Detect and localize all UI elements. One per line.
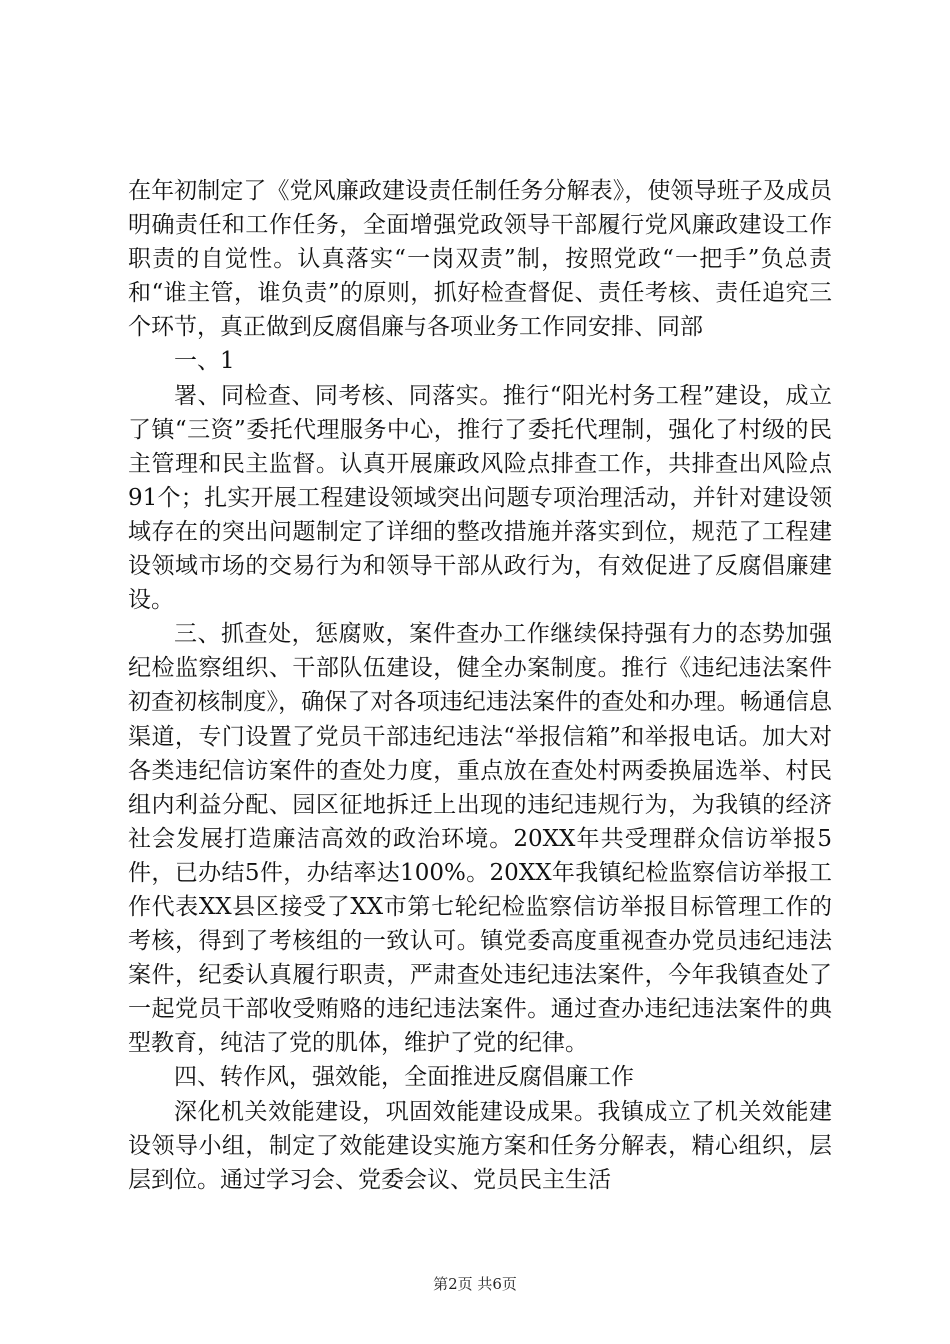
page-footer: [0, 1274, 950, 1294]
paragraph-4: 三、抓查处，惩腐败，案件查办工作继续保持强有力的态势加强纪检监察组织、干部队伍建设，健全办案制度。推行《违纪违法案件初查初核制度》，确保了对各项违纪违法案件的查处和办理。畅通信息渠道，专门设置了党员干部违纪违法“举报信箱”和举报电话。加大对各类违纪信访案件的查处力度，重点放在查处村两委换届选举、村民组内利益分配、园区征地拆迁上出现的违纪违规行为，为我镇的经济社会发展打造廉洁高效的政治环境。20XX年共受理群众信访举报5件，已办结5件，办结率达100%。20XX年我镇纪检监察信访举报工作代表XX县区接受了XX市第七轮纪检监察信访举报目标管理工作的考核，得到了考核组的一致认可。镇党委高度重视查办党员违纪违法案件，纪委认真履行职责，严肃查处违纪违法案件，今年我镇查处了一起党员干部收受贿赂的违纪违法案件。通过查办违纪违法案件的典型教育，纯洁了党的肌体，维护了党的纪律。: [128, 621, 832, 1057]
paragraph-2: 一、1: [174, 348, 235, 375]
paragraph-5-heading: 四、转作风，强效能，全面推进反腐倡廉工作: [174, 1064, 634, 1091]
paragraph-3: 署、同检查、同考核、同落实。推行“阳光村务工程”建设，成立了镇“三资”委托代理服务中心，推行了委托代理制，强化了村级的民主管理和民主监督。认真开展廉政风险点排查工作，共排查出风险点91个；扎实开展工程建设领域突出问题专项治理活动，并针对建设领域存在的突出问题制定了详细的整改措施并落实到位，规范了工程建设领域市场的交易行为和领导干部从政行为，有效促进了反腐倡廉建设。: [128, 382, 832, 614]
paragraph-6: 深化机关效能建设，巩固效能建设成果。我镇成立了机关效能建设领导小组，制定了效能建设实施方案和任务分解表，精心组织，层层到位。通过学习会、党委会议、党员民主生活: [128, 1098, 832, 1193]
document-body: [128, 174, 832, 1197]
page-number-label: 第2页 共6页: [433, 1275, 517, 1293]
paragraph-1: 在年初制定了《党风廉政建设责任制任务分解表》，使领导班子及成员明确责任和工作任务，全面增强党政领导干部履行党风廉政建设工作职责的自觉性。认真落实“一岗双责”制，按照党政“一把手”负总责和“谁主管，谁负责”的原则，抓好检查督促、责任考核、责任追究三个环节，真正做到反腐倡廉与各项业务工作同安排、同部: [128, 178, 832, 341]
